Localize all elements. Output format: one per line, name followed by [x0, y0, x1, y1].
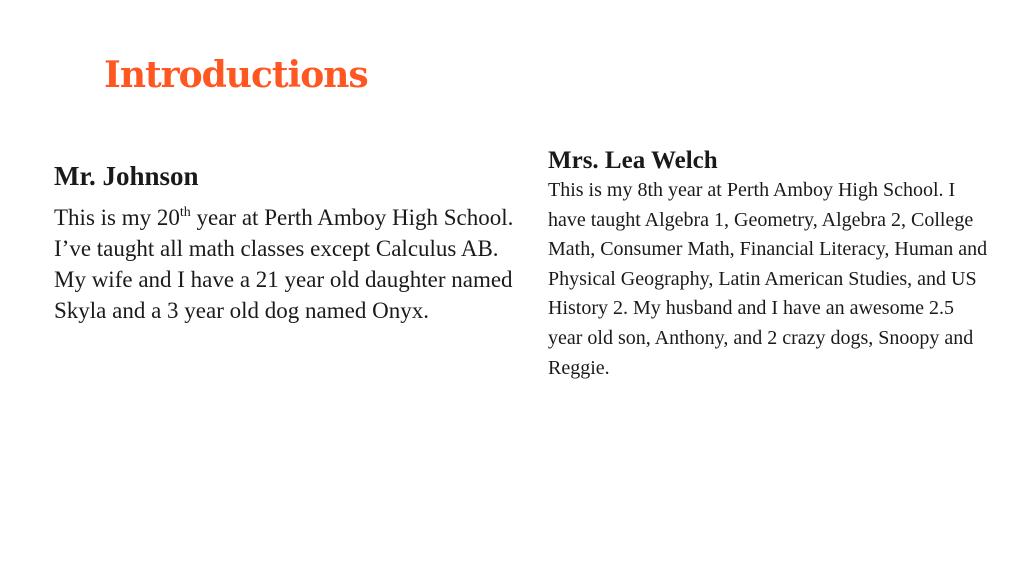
johnson-bio-start: This is my 20: [54, 205, 180, 230]
johnson-bio-ordinal: th: [179, 205, 191, 220]
slide-title: Introductions: [104, 54, 368, 96]
intro-johnson: [54, 160, 524, 326]
johnson-bio-rest: year at Perth Amboy High School. I’ve taught all math classes except Calculus AB. My wife and I have a 21 year old daughter named Skyla and a 3 year old dog named Onyx.: [54, 205, 514, 323]
intro-welch: [548, 145, 988, 383]
welch-bio: This is my 8th year at Perth Amboy High School. I have taught Algebra 1, Geometry, Algebra 2, College Math, Consumer Math, Financial Literacy, Human and Physical Geography, Latin American Studies, and US History 2. My husband and I have an awesome 2.5 year old son, Anthony, and 2 crazy dogs, Snoopy and Reggie.: [548, 179, 988, 379]
welch-name: Mrs. Lea Welch: [548, 147, 718, 174]
johnson-bio: [54, 202, 524, 326]
johnson-name: Mr. Johnson: [54, 161, 199, 191]
